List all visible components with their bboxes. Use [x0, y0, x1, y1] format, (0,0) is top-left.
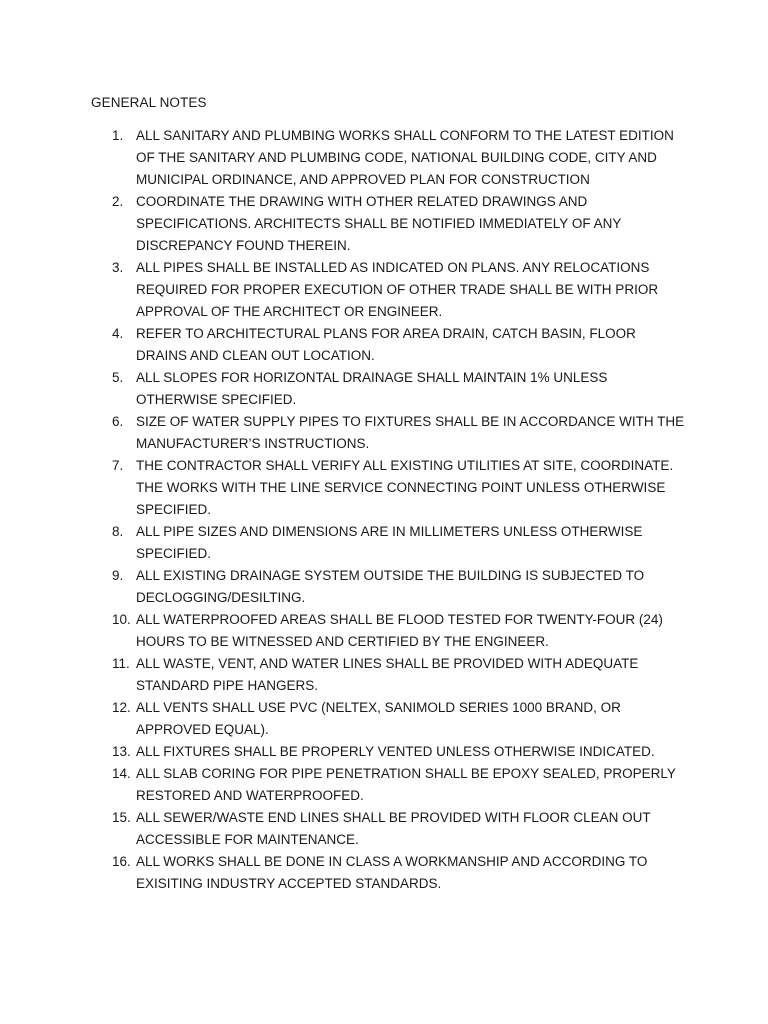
note-text: ALL SLAB CORING FOR PIPE PENETRATION SHALL BE EPOXY SEALED, PROPERLY RESTORED AND WATERPROOFED.	[136, 766, 676, 803]
note-number: 6.	[112, 414, 124, 429]
note-item	[112, 125, 702, 191]
note-item	[112, 565, 702, 609]
note-item	[112, 741, 702, 763]
note-item	[112, 367, 702, 411]
note-item	[112, 763, 702, 807]
note-number: 1.	[112, 128, 124, 143]
note-text: REFER TO ARCHITECTURAL PLANS FOR AREA DRAIN, CATCH BASIN, FLOOR DRAINS AND CLEAN OUT LOCATION.	[136, 326, 636, 363]
note-number: 9.	[112, 568, 124, 583]
note-item	[112, 257, 702, 323]
note-number: 7.	[112, 458, 124, 473]
note-item	[112, 851, 702, 895]
note-number: 10.	[112, 612, 131, 627]
note-number: 16.	[112, 854, 131, 869]
note-item	[112, 323, 702, 367]
note-number: 8.	[112, 524, 124, 539]
note-number: 5.	[112, 370, 124, 385]
note-text: SIZE OF WATER SUPPLY PIPES TO FIXTURES SHALL BE IN ACCORDANCE WITH THE MANUFACTURER’S INSTRUCTIONS.	[136, 414, 685, 451]
note-item	[112, 191, 702, 257]
note-text: ALL WASTE, VENT, AND WATER LINES SHALL BE PROVIDED WITH ADEQUATE STANDARD PIPE HANGERS.	[136, 656, 639, 693]
note-number: 11.	[112, 656, 130, 671]
note-text: ALL EXISTING DRAINAGE SYSTEM OUTSIDE THE BUILDING IS SUBJECTED TO DECLOGGING/DESILTING.	[136, 568, 645, 605]
note-text: ALL SEWER/WASTE END LINES SHALL BE PROVIDED WITH FLOOR CLEAN OUT ACCESSIBLE FOR MAINTENANCE.	[136, 810, 651, 847]
note-number: 15.	[112, 810, 131, 825]
note-text: ALL WORKS SHALL BE DONE IN CLASS A WORKMANSHIP AND ACCORDING TO EXISITING INDUSTRY ACCEPTED STANDARDS.	[136, 854, 648, 891]
note-number: 3.	[112, 260, 124, 275]
note-item	[112, 653, 702, 697]
page-heading: GENERAL NOTES	[91, 95, 207, 110]
note-number: 14.	[112, 766, 131, 781]
note-item	[112, 455, 702, 521]
note-item	[112, 411, 702, 455]
note-item	[112, 697, 702, 741]
note-text: COORDINATE THE DRAWING WITH OTHER RELATED DRAWINGS AND SPECIFICATIONS. ARCHITECTS SHALL BE NOTIFIED IMMEDIATELY OF ANY DISCREPANCY FOUND THEREIN.	[136, 194, 622, 253]
note-item	[112, 807, 702, 851]
note-number: 2.	[112, 194, 124, 209]
note-text: ALL PIPE SIZES AND DIMENSIONS ARE IN MILLIMETERS UNLESS OTHERWISE SPECIFIED.	[136, 524, 643, 561]
note-item	[112, 609, 702, 653]
note-text: ALL SLOPES FOR HORIZONTAL DRAINAGE SHALL MAINTAIN 1% UNLESS OTHERWISE SPECIFIED.	[136, 370, 608, 407]
note-item	[112, 521, 702, 565]
note-text: ALL PIPES SHALL BE INSTALLED AS INDICATED ON PLANS. ANY RELOCATIONS REQUIRED FOR PROPER EXECUTION OF OTHER TRADE SHALL BE WITH PRIOR APPROVAL OF THE ARCHITECT OR ENGINEER.	[136, 260, 659, 319]
note-number: 4.	[112, 326, 124, 341]
note-number: 12.	[112, 700, 131, 715]
note-number: 13.	[112, 744, 131, 759]
note-text: ALL VENTS SHALL USE PVC (NELTEX, SANIMOLD SERIES 1000 BRAND, OR APPROVED EQUAL).	[136, 700, 621, 737]
note-text: THE CONTRACTOR SHALL VERIFY ALL EXISTING UTILITIES AT SITE, COORDINATE. THE WORKS WITH THE LINE SERVICE CONNECTING POINT UNLESS OTHERWISE SPECIFIED.	[136, 458, 674, 517]
notes-list	[112, 125, 702, 895]
note-text: ALL FIXTURES SHALL BE PROPERLY VENTED UNLESS OTHERWISE INDICATED.	[136, 744, 655, 759]
note-text: ALL WATERPROOFED AREAS SHALL BE FLOOD TESTED FOR TWENTY-FOUR (24) HOURS TO BE WITNESSED AND CERTIFIED BY THE ENGINEER.	[136, 612, 663, 649]
note-text: ALL SANITARY AND PLUMBING WORKS SHALL CONFORM TO THE LATEST EDITION OF THE SANITARY AND PLUMBING CODE, NATIONAL BUILDING CODE, CITY AND MUNICIPAL ORDINANCE, AND APPROVED PLAN FOR CONSTRUCTION	[136, 128, 674, 187]
